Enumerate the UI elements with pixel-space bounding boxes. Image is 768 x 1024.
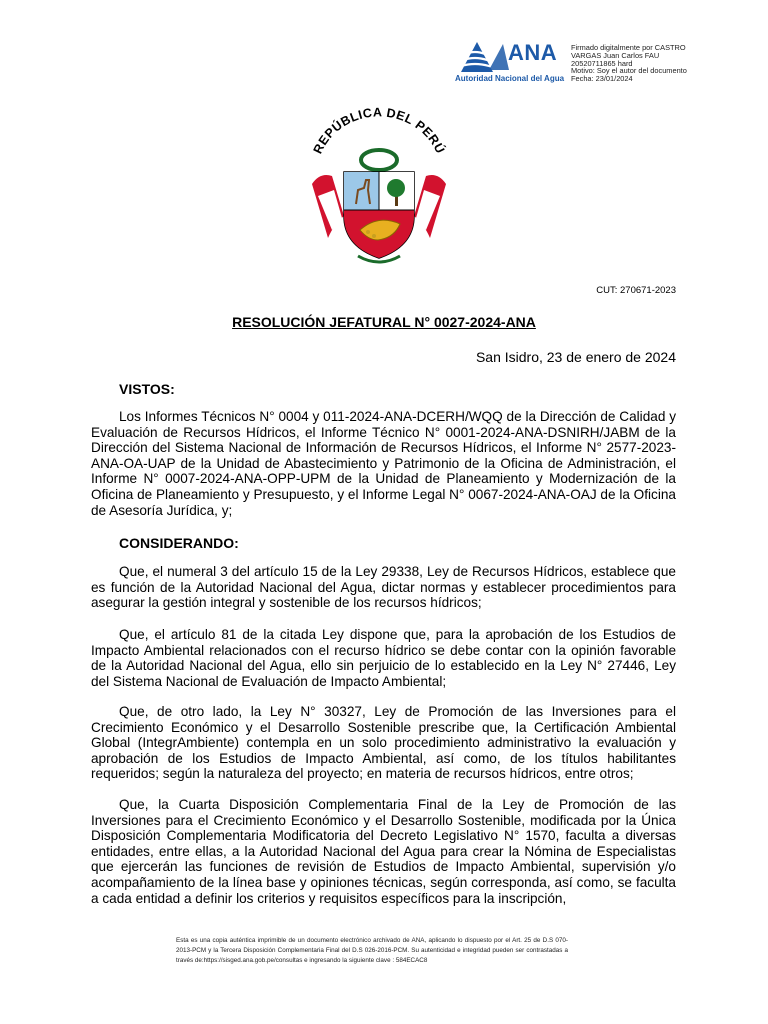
signature-line: Fecha: 23/01/2024 <box>571 74 633 84</box>
authenticity-footer: Esta es una copia auténtica imprimible de un documento electrónico archivado de ANA, aplicando lo dispuesto por el Art. 25 de D.S 070-2013-PCM y la Tercera Disposición Complementaria Final del D.S 026-2016-PCM. Su autenticidad e integridad pueden ser contrastadas a través de:https://sisged.ana.gob.pe/consultas e ingresando la siguiente clave : 584ECAC8 <box>176 937 568 965</box>
vistos-heading: VISTOS: <box>119 381 175 397</box>
place-date: San Isidro, 23 de enero de 2024 <box>475 349 676 365</box>
resolution-title-text: RESOLUCIÓN JEFATURAL N° 0027-2024-ANA <box>232 314 536 330</box>
signature-line: Motivo: Soy el autor del documento <box>571 66 687 76</box>
ana-logo-subtitle: Autoridad Nacional del Agua <box>455 74 565 83</box>
ana-logo-icon <box>459 40 511 74</box>
signature-line: Firmado digitalmente por CASTRO <box>571 43 686 52</box>
considerando-paragraph: Que, el artículo 81 de la citada Ley dispone que, para la aprobación de los Estudios de Impacto Ambiental relacionados con el recurso hídrico se debe contar con la opinión favorable de la Autoridad Nacional del Agua, ello sin perjuicio de lo establecido en la Ley N° 27446, Ley del Sistema Nacional de Evaluación de Impacto Ambiental; <box>91 627 676 689</box>
considerando-paragraph: Que, de otro lado, la Ley N° 30327, Ley de Promoción de las Inversiones para el Crecimiento Económico y el Desarrollo Sostenible prescribe que, la Certificación Ambiental Global (IntegrAmbiente) contempla en un solo procedimiento administrativo la evaluación y aprobación de los Estudios de Impacto Ambiental, así como, de los títulos habilitantes requeridos; según la naturaleza del proyecto; en materia de recursos hídricos, entre otros; <box>91 704 676 782</box>
vistos-paragraph: Los Informes Técnicos N° 0004 y 011-2024-ANA-DCERH/WQQ de la Dirección de Calidad y Evaluación de Recursos Hídricos, el Informe Técnico N° 0001-2024-ANA-DSNIRH/JABM de la Dirección del Sistema Nacional de Información de Recursos Hídricos, el Informe N° 2577-2023-ANA-OA-UAP de la Unidad de Abastecimiento y Patrimonio de la Oficina de Administración, el Informe N° 0007-2024-ANA-OPP-UPM de la Unidad de Planeamiento y Modernización de la Oficina de Planeamiento y Presupuesto, y el Informe Legal N° 0067-2024-ANA-OAJ de la Oficina de Asesoría Jurídica, y; <box>91 409 676 518</box>
signature-line: 20520711865 hard <box>571 58 633 68</box>
considerando-heading: CONSIDERANDO: <box>119 535 239 551</box>
cut-number: CUT: 270671-2023 <box>596 285 676 296</box>
digital-signature-stamp <box>571 44 761 83</box>
considerando-paragraph: Que, el numeral 3 del artículo 15 de la Ley 29338, Ley de Recursos Hídricos, establece que es función de la Autoridad Nacional del Agua, dictar normas y establecer procedimientos para asegurar la gestión integral y sostenible de los recursos hídricos; <box>91 564 676 611</box>
coat-of-arms-icon <box>298 106 460 286</box>
signature-line: VARGAS Juan Carlos FAU <box>571 50 660 60</box>
ana-logo <box>455 38 571 88</box>
resolution-title <box>0 314 768 330</box>
ana-logo-word: ANA <box>508 40 558 65</box>
considerando-paragraph: Que, la Cuarta Disposición Complementaria Final de la Ley de Promoción de las Inversiones para el Crecimiento Económico y el Desarrollo Sostenible, modificada por la Única Disposición Complementaria Modificatoria del Decreto Legislativo N° 1570, faculta a diversas entidades, entre ellas, a la Autoridad Nacional del Agua para crear la Nómina de Especialistas que ejercerán las funciones de revisión de Estudios de Impacto Ambiental, supervisión y/o acompañamiento de la línea base y opiniones técnicas, según corresponda, así como, se faculta a cada entidad a definir los criterios y requisitos específicos para la inscripción, <box>91 797 676 906</box>
svg-text:REPÚBLICA DEL PERÚ: REPÚBLICA DEL PERÚ <box>310 106 448 156</box>
